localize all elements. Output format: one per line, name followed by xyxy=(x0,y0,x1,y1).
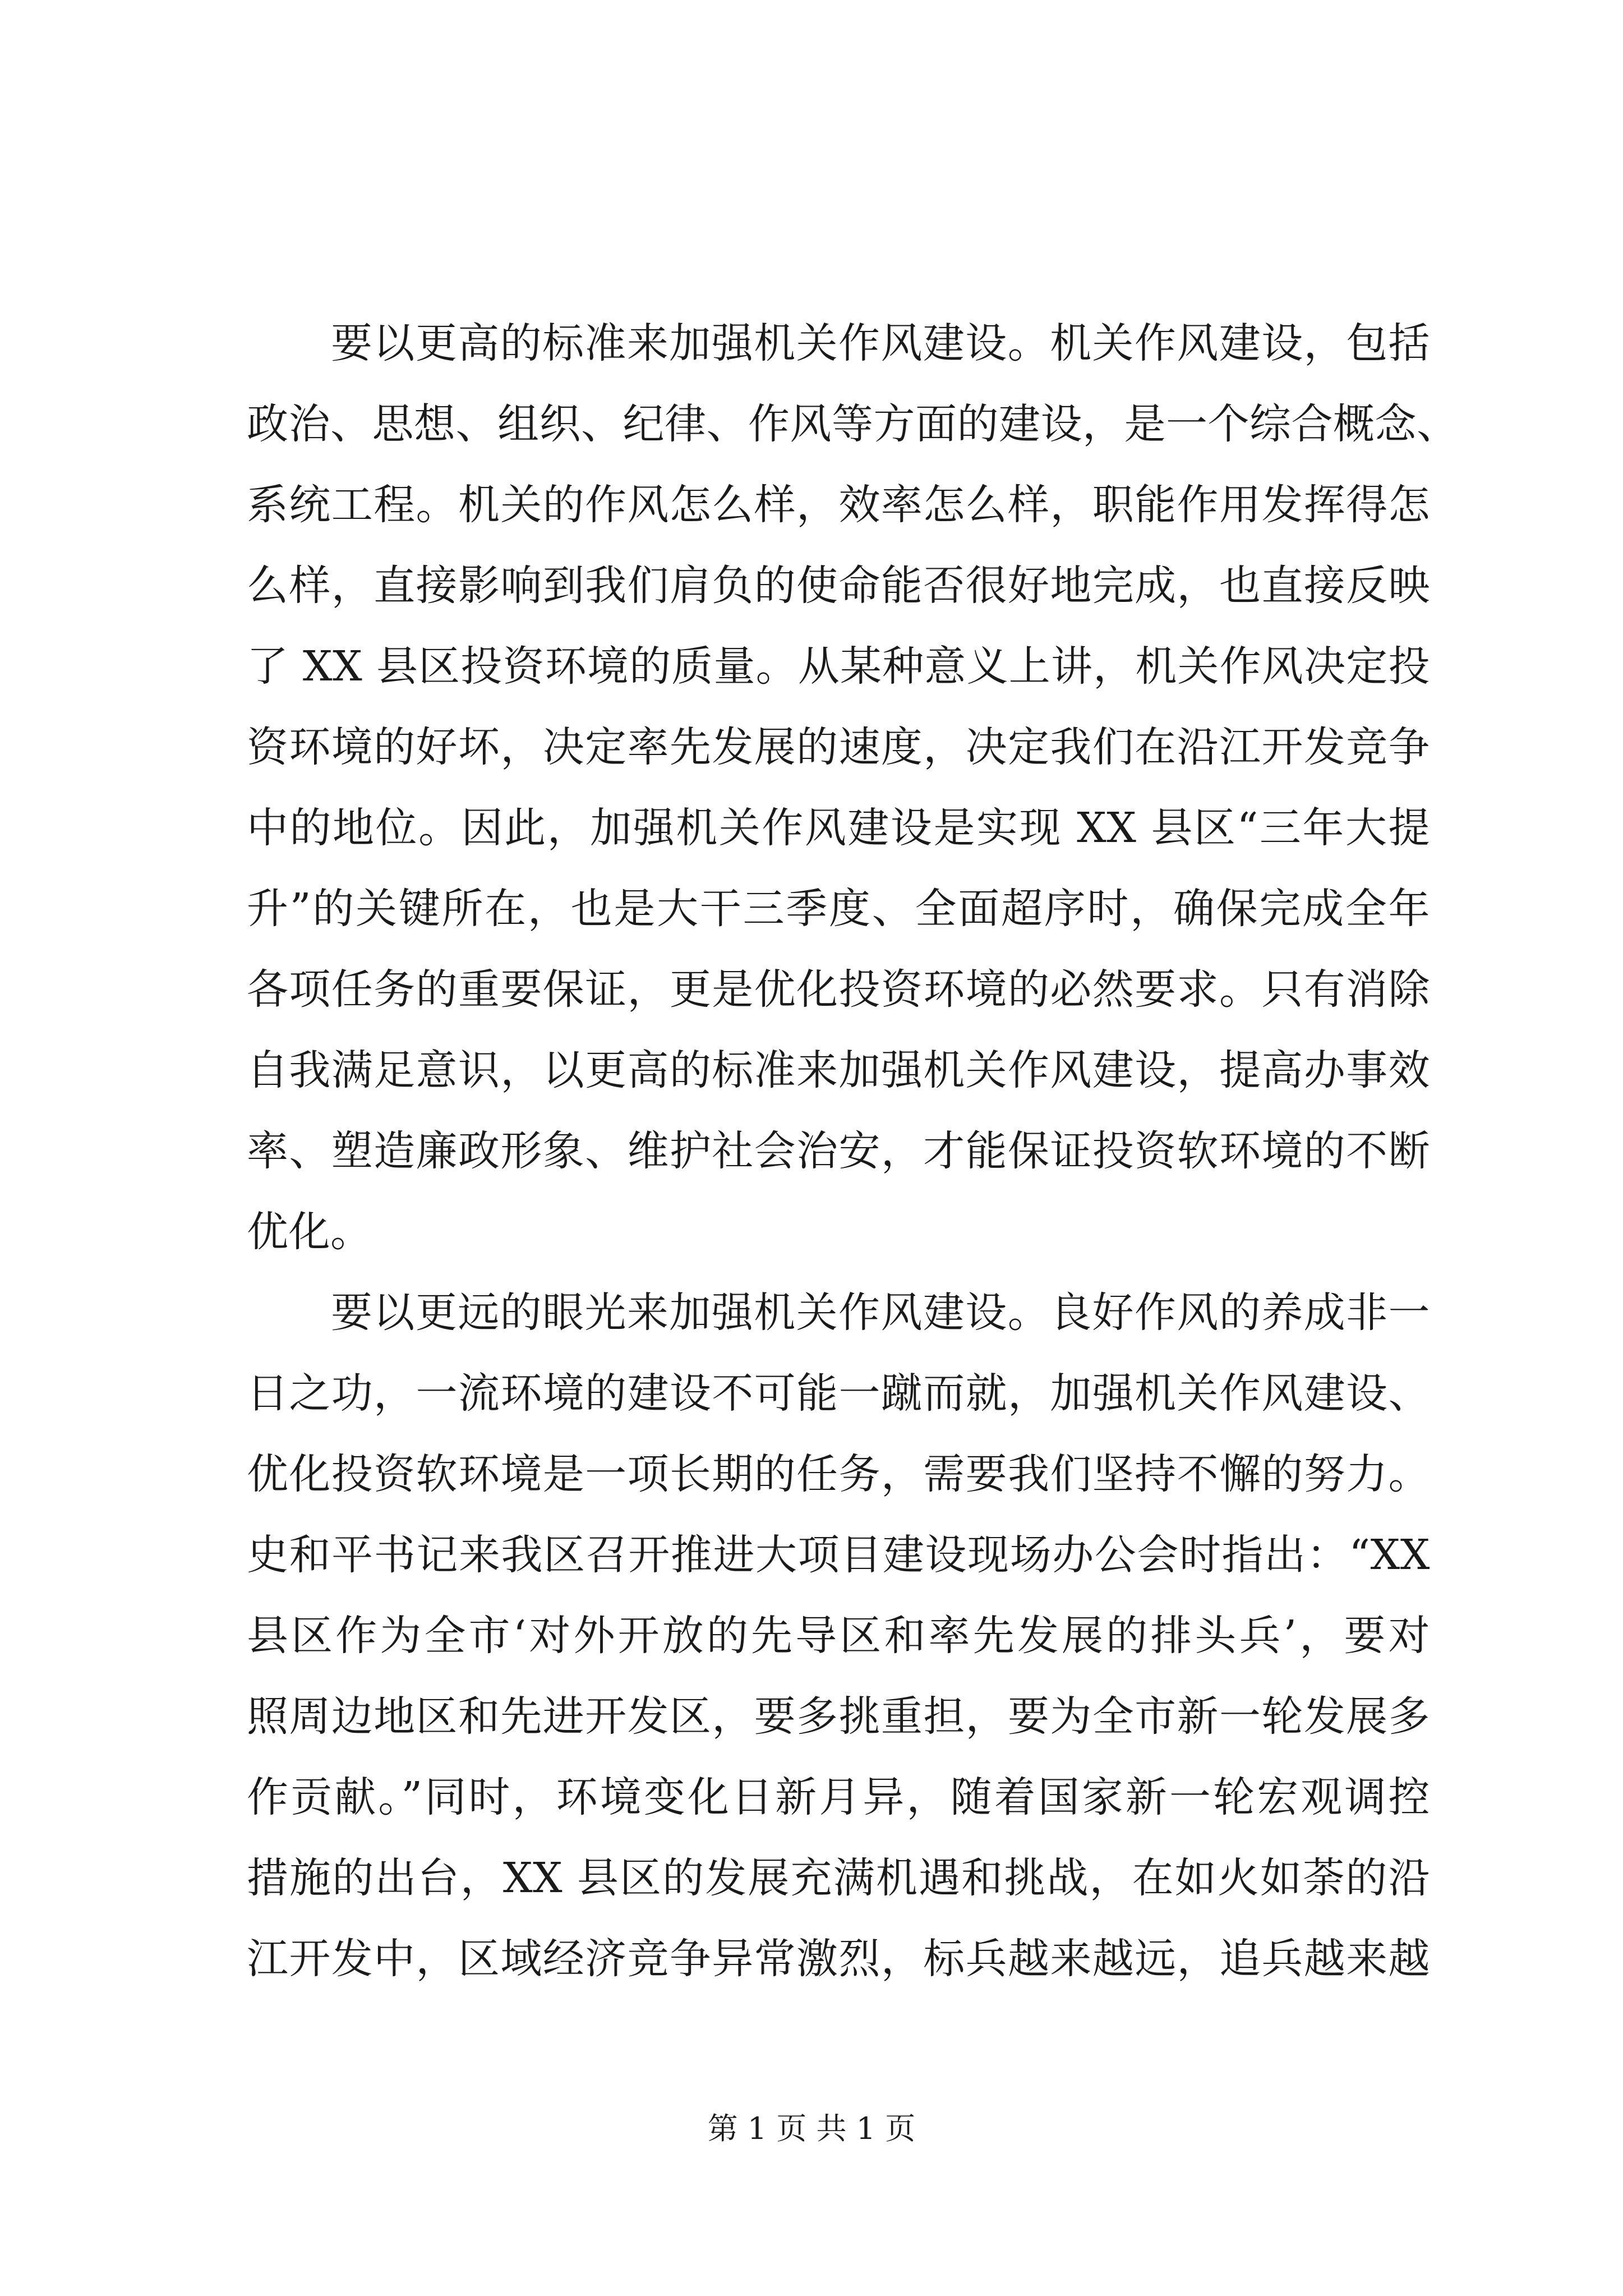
text-line: 么样，直接影响到我们肩负的使命能否很好地完成，也直接反映 xyxy=(247,562,1430,610)
text-line: 作贡献。”同时，环境变化日新月异，随着国家新一轮宏观调控 xyxy=(247,1773,1430,1821)
text-line: 资环境的好坏，决定率先发展的速度，决定我们在沿江开发竞争 xyxy=(247,723,1430,771)
text-line: 江开发中，区域经济竞争异常激烈，标兵越来越远，追兵越来越 xyxy=(247,1935,1430,1983)
text-line: 自我满足意识，以更高的标准来加强机关作风建设，提高办事效 xyxy=(247,1046,1430,1094)
text-line: 县区作为全市‘对外开放的先导区和率先发展的排头兵’，要对 xyxy=(247,1612,1430,1660)
text-line: 政治、思想、组织、纪律、作风等方面的建设，是一个综合概念、 xyxy=(247,400,1459,448)
page-number-footer: 第 1 页 共 1 页 xyxy=(707,2111,916,2146)
text-line: 措施的出台，XX 县区的发展充满机遇和挑战，在如火如荼的沿 xyxy=(247,1854,1430,1902)
text-line: 史和平书记来我区召开推进大项目建设现场办公会时指出：“XX xyxy=(247,1531,1430,1579)
text-line: 升”的关键所在，也是大干三季度、全面超序时，确保完成全年 xyxy=(247,885,1430,933)
text-line: 优化投资软环境是一项长期的任务，需要我们坚持不懈的努力。 xyxy=(247,1450,1430,1498)
document-body xyxy=(247,303,1459,1999)
paragraph-2 xyxy=(247,1272,1430,1999)
text-line: 要以更高的标准来加强机关作风建设。机关作风建设，包括 xyxy=(331,319,1430,367)
paragraph-1 xyxy=(247,303,1459,1272)
text-line: 要以更远的眼光来加强机关作风建设。良好作风的养成非一 xyxy=(331,1289,1430,1337)
text-line: 系统工程。机关的作风怎么样，效率怎么样，职能作用发挥得怎 xyxy=(247,481,1430,529)
text-line: 照周边地区和先进开发区，要多挑重担，要为全市新一轮发展多 xyxy=(247,1692,1430,1741)
text-line: 各项任务的重要保证，更是优化投资环境的必然要求。只有消除 xyxy=(247,965,1430,1014)
text-line: 了 XX 县区投资环境的质量。从某种意义上讲，机关作风决定投 xyxy=(247,642,1430,691)
text-line: 中的地位。因此，加强机关作风建设是实现 XX 县区“三年大提 xyxy=(247,804,1430,852)
text-line: 优化。 xyxy=(247,1208,372,1256)
text-line: 率、塑造廉政形象、维护社会治安，才能保证投资软环境的不断 xyxy=(247,1127,1430,1175)
text-line: 日之功，一流环境的建设不可能一蹴而就，加强机关作风建设、 xyxy=(247,1369,1430,1418)
